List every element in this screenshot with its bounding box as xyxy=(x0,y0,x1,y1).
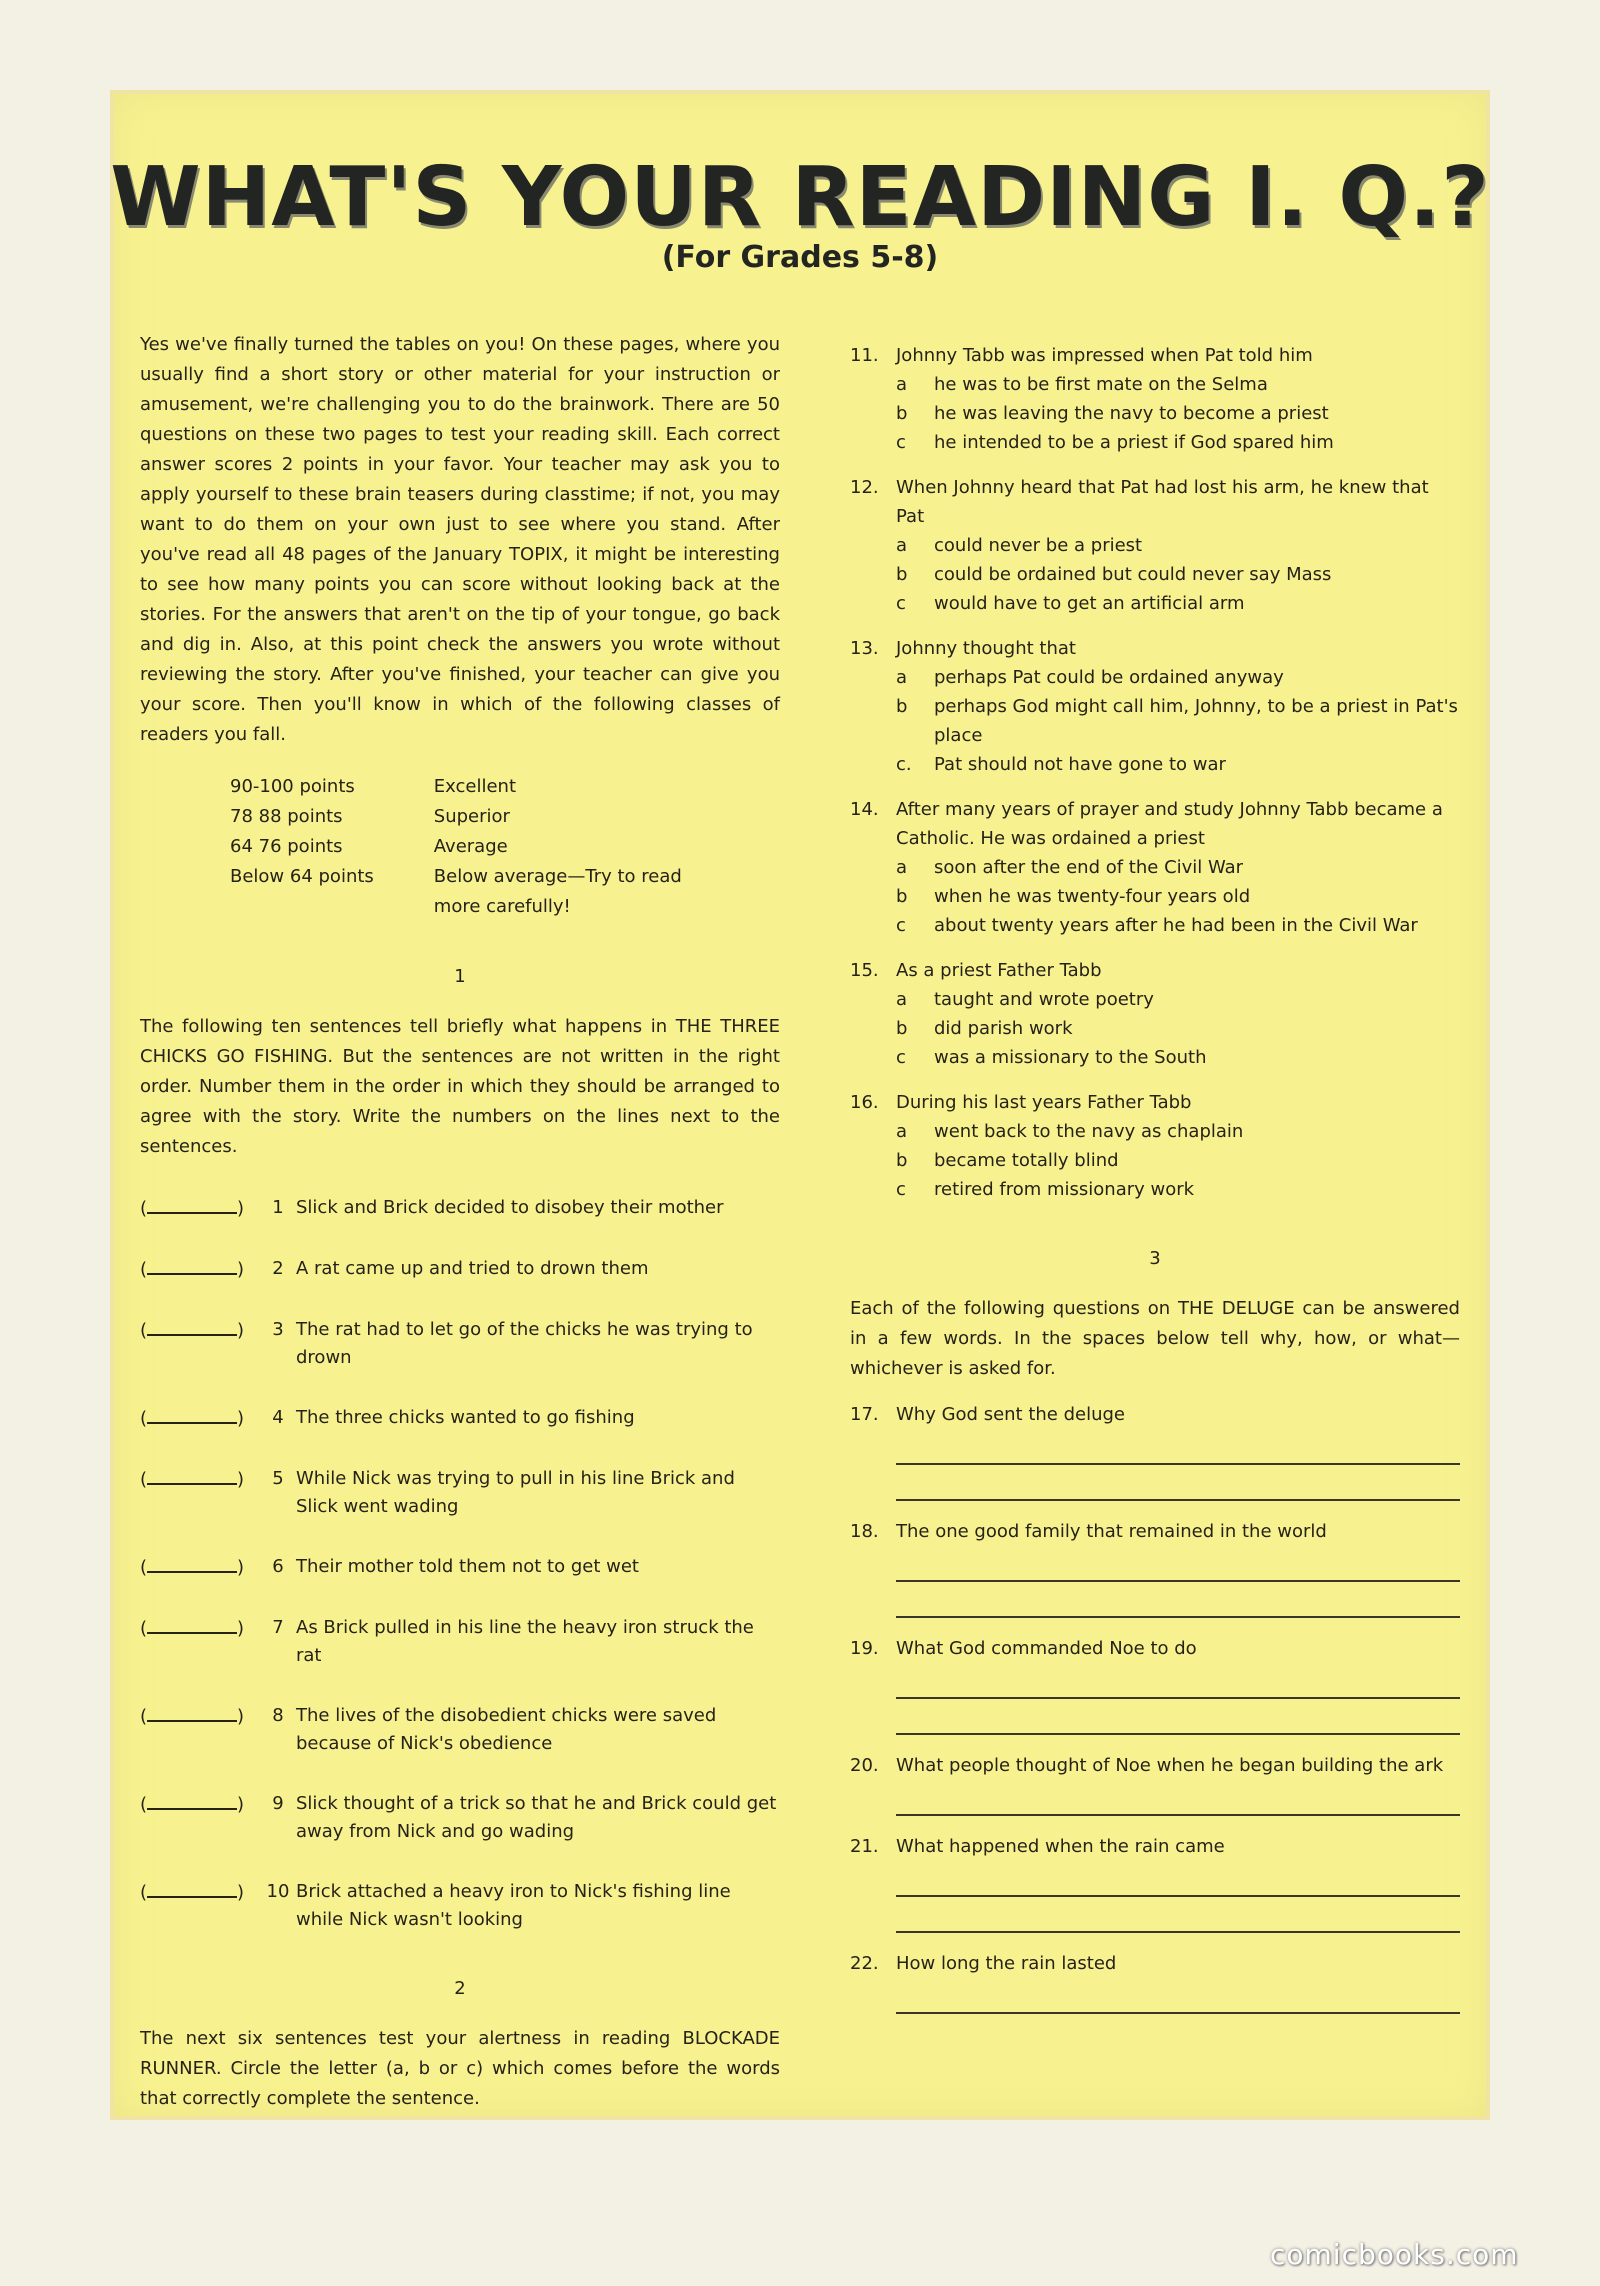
order-item xyxy=(140,1465,780,1521)
item-text: Slick thought of a trick so that he and Brick could get away from Nick and go wading xyxy=(296,1793,777,1842)
answer-line[interactable] xyxy=(896,1978,1460,2014)
item-number: 10 xyxy=(266,1881,290,1902)
question-number: 18. xyxy=(850,1521,879,1542)
item-text: A rat came up and tried to drown them xyxy=(296,1258,649,1279)
item-number: 7 xyxy=(272,1617,284,1638)
section-1-number: 1 xyxy=(454,966,466,987)
item-text: Brick attached a heavy iron to Nick's fishing line while Nick wasn't looking xyxy=(296,1881,731,1930)
answer-line[interactable] xyxy=(896,1546,1460,1582)
order-item xyxy=(140,1614,780,1670)
option-text: when he was twenty-four years old xyxy=(934,886,1251,907)
question-number: 21. xyxy=(850,1836,879,1857)
item-text: The lives of the disobedient chicks were saved because of Nick's obedience xyxy=(296,1705,717,1754)
item-text: Slick and Brick decided to disobey their mother xyxy=(296,1197,724,1218)
option-text: retired from missionary work xyxy=(934,1179,1195,1200)
option-text: could never be a priest xyxy=(934,535,1143,556)
option-text: he intended to be a priest if God spared him xyxy=(934,432,1334,453)
score-row xyxy=(230,802,694,832)
option-text: about twenty years after he had been in the Civil War xyxy=(934,915,1418,936)
answer-line[interactable] xyxy=(896,1663,1460,1699)
answer-option[interactable] xyxy=(850,1014,1460,1043)
answer-line[interactable] xyxy=(896,1465,1460,1501)
option-text: taught and wrote poetry xyxy=(934,989,1154,1010)
item-number: 2 xyxy=(272,1258,284,1279)
answer-blank[interactable]: ( ) xyxy=(140,1878,260,1934)
left-column xyxy=(140,330,780,2114)
question-number: 11. xyxy=(850,345,879,366)
question-text: How long the rain lasted xyxy=(896,1953,1117,1974)
item-number: 9 xyxy=(272,1793,284,1814)
right-column xyxy=(850,325,1460,2014)
option-letter: b xyxy=(896,564,908,585)
option-letter: a xyxy=(896,535,908,556)
item-number: 3 xyxy=(272,1319,284,1340)
answer-option[interactable] xyxy=(850,1117,1460,1146)
question-21 xyxy=(850,1832,1460,1933)
score-label: Average xyxy=(433,836,508,857)
answer-option[interactable] xyxy=(850,370,1460,399)
order-item xyxy=(140,1194,780,1223)
order-item xyxy=(140,1316,780,1372)
answer-option[interactable] xyxy=(850,399,1460,428)
question-number: 20. xyxy=(850,1755,879,1776)
option-letter: b xyxy=(896,1018,908,1039)
option-letter: c xyxy=(896,432,906,453)
question-16 xyxy=(850,1088,1460,1204)
option-text: perhaps God might call him, Johnny, to be a priest in Pat's place xyxy=(934,696,1458,746)
score-label: Superior xyxy=(433,806,510,827)
answer-option[interactable] xyxy=(850,1146,1460,1175)
answer-line[interactable] xyxy=(896,1897,1460,1933)
option-letter: c. xyxy=(896,754,912,775)
answer-option[interactable] xyxy=(850,750,1460,779)
question-text: After many years of prayer and study Johnny Tabb became a Catholic. He was ordained a priest xyxy=(896,799,1443,849)
option-text: went back to the navy as chaplain xyxy=(934,1121,1244,1142)
item-text: As Brick pulled in his line the heavy iron struck the rat xyxy=(296,1617,754,1666)
option-letter: c xyxy=(896,1047,906,1068)
page-title: WHAT'S YOUR READING I. Q.? xyxy=(110,150,1490,245)
option-text: could be ordained but could never say Mass xyxy=(934,564,1332,585)
answer-blank[interactable]: ( ) xyxy=(140,1194,260,1223)
order-item xyxy=(140,1553,780,1582)
question-text: Johnny thought that xyxy=(896,638,1076,659)
option-letter: b xyxy=(896,696,908,717)
item-text: The three chicks wanted to go fishing xyxy=(296,1407,635,1428)
option-letter: a xyxy=(896,1121,908,1142)
answer-blank[interactable]: ( ) xyxy=(140,1790,260,1846)
intro-paragraph: Yes we've finally turned the tables on you! On these pages, where you usually find a short story or other material for your instruction or amusement, we're challenging you to do the brainwork. There are 50 questions on these two pages to test your reading skill. Each correct answer scores 2 points in your favor. Your teacher may ask you to apply yourself to these brain teasers during classtime; if not, you may want to do them on your own just to see where you stand. After you've read all 48 pages of the January TOPIX, it might be interesting to see how many points you can score without looking back at the stories. For the answers that aren't on the tip of your tongue, go back and dig in. Also, at this point check the answers you wrote without reviewing the story. After you've finished, your teacher can give you your score. Then you'll know in which of the following classes of readers you fall. xyxy=(140,334,780,745)
answer-option[interactable] xyxy=(850,853,1460,882)
site-watermark: comicbooks.com xyxy=(1270,2238,1519,2271)
question-text: When Johnny heard that Pat had lost his arm, he knew that Pat xyxy=(896,477,1429,527)
question-20 xyxy=(850,1751,1460,1816)
question-number: 17. xyxy=(850,1404,879,1425)
page-subtitle: (For Grades 5-8) xyxy=(661,240,939,275)
order-item xyxy=(140,1255,780,1284)
question-18 xyxy=(850,1517,1460,1618)
question-number: 19. xyxy=(850,1638,879,1659)
option-text: he was leaving the navy to become a priest xyxy=(934,403,1329,424)
item-number: 1 xyxy=(272,1197,284,1218)
question-14 xyxy=(850,795,1460,940)
answer-blank[interactable]: ( ) xyxy=(140,1553,260,1582)
question-number: 15. xyxy=(850,960,879,981)
option-letter: b xyxy=(896,886,908,907)
answer-option[interactable] xyxy=(850,663,1460,692)
option-letter: b xyxy=(896,1150,908,1171)
option-text: did parish work xyxy=(934,1018,1073,1039)
answer-line[interactable] xyxy=(896,1861,1460,1897)
answer-blank[interactable]: ( ) xyxy=(140,1255,260,1284)
score-row xyxy=(230,862,694,922)
option-letter: a xyxy=(896,857,908,878)
score-row xyxy=(230,832,694,862)
answer-blank[interactable]: ( ) xyxy=(140,1614,260,1670)
option-letter: a xyxy=(896,989,908,1010)
question-22 xyxy=(850,1949,1460,2014)
score-table xyxy=(230,772,694,922)
answer-line[interactable] xyxy=(896,1582,1460,1618)
score-row xyxy=(230,772,694,802)
answer-option[interactable] xyxy=(850,1175,1460,1204)
answer-line[interactable] xyxy=(896,1780,1460,1816)
question-text: What happened when the rain came xyxy=(896,1836,1225,1857)
option-letter: c xyxy=(896,1179,906,1200)
order-item xyxy=(140,1790,780,1846)
section-3-intro: Each of the following questions on THE DELUGE can be answered in a few words. In the spaces below tell why, how, or what—whichever is asked for. xyxy=(850,1298,1460,1379)
answer-line[interactable] xyxy=(896,1699,1460,1735)
question-11 xyxy=(850,341,1460,457)
question-text: The one good family that remained in the world xyxy=(896,1521,1327,1542)
question-17 xyxy=(850,1400,1460,1501)
option-letter: c xyxy=(896,593,906,614)
section-2-number: 2 xyxy=(454,1978,466,1999)
question-text: What God commanded Noe to do xyxy=(896,1638,1197,1659)
answer-line[interactable] xyxy=(896,1429,1460,1465)
option-letter: b xyxy=(896,403,908,424)
score-range: 90-100 points xyxy=(230,776,355,797)
score-range: 64 76 points xyxy=(230,836,343,857)
option-text: perhaps Pat could be ordained anyway xyxy=(934,667,1284,688)
option-letter: c xyxy=(896,915,906,936)
option-text: would have to get an artificial arm xyxy=(934,593,1245,614)
item-number: 5 xyxy=(272,1468,284,1489)
option-text: became totally blind xyxy=(934,1150,1119,1171)
question-19 xyxy=(850,1634,1460,1735)
option-letter: a xyxy=(896,667,908,688)
answer-blank[interactable]: ( ) xyxy=(140,1702,260,1758)
question-text: During his last years Father Tabb xyxy=(896,1092,1192,1113)
answer-option[interactable] xyxy=(850,911,1460,940)
answer-option[interactable] xyxy=(850,560,1460,589)
score-range: 78 88 points xyxy=(230,806,343,827)
question-15 xyxy=(850,956,1460,1072)
answer-option[interactable] xyxy=(850,428,1460,457)
answer-blank[interactable]: ( ) xyxy=(140,1465,260,1521)
answer-option[interactable] xyxy=(850,882,1460,911)
item-text: Their mother told them not to get wet xyxy=(296,1556,639,1577)
item-number: 4 xyxy=(272,1407,284,1428)
question-number: 13. xyxy=(850,638,879,659)
item-text: The rat had to let go of the chicks he was trying to drown xyxy=(296,1319,753,1368)
item-number: 6 xyxy=(272,1556,284,1577)
question-text: Why God sent the deluge xyxy=(896,1404,1125,1425)
answer-option[interactable] xyxy=(850,531,1460,560)
question-number: 16. xyxy=(850,1092,879,1113)
order-item xyxy=(140,1702,780,1758)
answer-option[interactable] xyxy=(850,985,1460,1014)
answer-blank[interactable]: ( ) xyxy=(140,1316,260,1372)
order-item xyxy=(140,1878,780,1934)
score-range: Below 64 points xyxy=(230,866,374,887)
order-item xyxy=(140,1404,780,1433)
option-text: Pat should not have gone to war xyxy=(934,754,1226,775)
question-text: What people thought of Noe when he began building the ark xyxy=(896,1755,1444,1776)
question-text: Johnny Tabb was impressed when Pat told him xyxy=(896,345,1313,366)
question-number: 12. xyxy=(850,477,879,498)
answer-option[interactable] xyxy=(850,692,1460,750)
score-label: Excellent xyxy=(433,776,517,797)
question-13 xyxy=(850,634,1460,779)
section-3-number: 3 xyxy=(1149,1248,1161,1269)
section-2-intro: The next six sentences test your alertness in reading BLOCKADE RUNNER. Circle the letter (a, b or c) which comes before the words that correctly complete the sentence. xyxy=(140,2028,780,2109)
answer-blank[interactable]: ( ) xyxy=(140,1404,260,1433)
option-letter: a xyxy=(896,374,908,395)
worksheet-page xyxy=(110,90,1490,2120)
option-text: was a missionary to the South xyxy=(934,1047,1207,1068)
option-text: soon after the end of the Civil War xyxy=(934,857,1244,878)
question-number: 14. xyxy=(850,799,879,820)
section-1-intro: The following ten sentences tell briefly what happens in THE THREE CHICKS GO FISHING. But the sentences are not written in the right order. Number them in the order in which they should be arranged to agree with the story. Write the numbers on the lines next to the sentences. xyxy=(140,1016,780,1157)
question-12 xyxy=(850,473,1460,618)
answer-option[interactable] xyxy=(850,589,1460,618)
question-number: 22. xyxy=(850,1953,879,1974)
item-text: While Nick was trying to pull in his line Brick and Slick went wading xyxy=(296,1468,735,1517)
item-number: 8 xyxy=(272,1705,284,1726)
score-label: Below average—Try to read more carefully! xyxy=(433,866,682,917)
question-text: As a priest Father Tabb xyxy=(896,960,1102,981)
answer-option[interactable] xyxy=(850,1043,1460,1072)
option-text: he was to be first mate on the Selma xyxy=(934,374,1268,395)
